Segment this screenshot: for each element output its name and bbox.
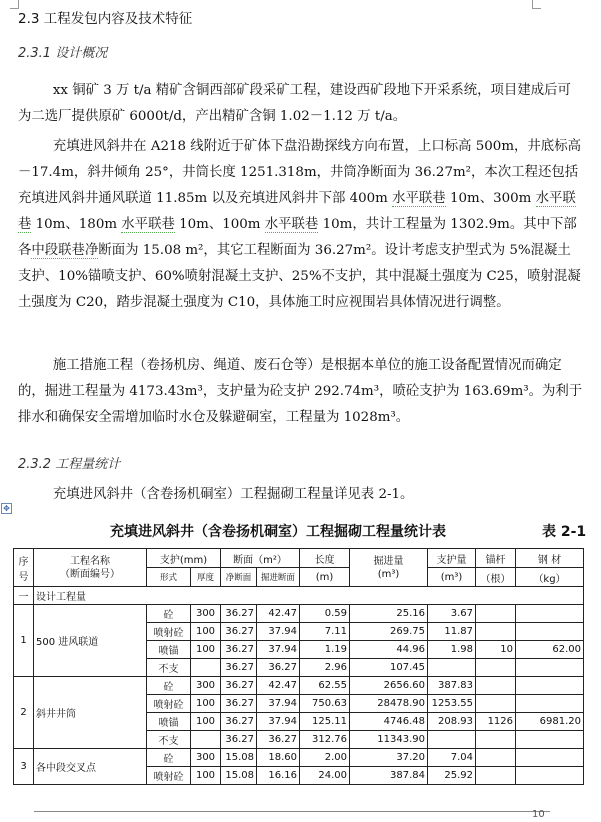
cell-anchor (476, 623, 516, 641)
header-cell: 净断面 (221, 568, 257, 587)
cell-steel (516, 749, 584, 767)
cell-form: 喷射砼 (147, 767, 191, 785)
cell-steel (516, 695, 584, 713)
cell-net: 36.27 (221, 605, 257, 623)
cell-len: 0.59 (300, 605, 350, 623)
page-footer-line (34, 811, 550, 812)
row-name-cell: 各中段交叉点 (34, 749, 147, 785)
grammar-underline: 水平联巷 (392, 191, 446, 206)
cell-thick (191, 659, 221, 677)
cell-supv: 25.92 (428, 767, 476, 785)
cell-len: 24.00 (300, 767, 350, 785)
cell-digv: 4746.48 (350, 713, 428, 731)
table-row (14, 749, 584, 767)
cell-thick: 100 (191, 695, 221, 713)
cell-len: 7.11 (300, 623, 350, 641)
cell-form: 不支 (147, 659, 191, 677)
cell-anchor (476, 659, 516, 677)
row-name-cell: 斜井井筒 (34, 677, 147, 749)
cell-dig: 36.27 (257, 731, 300, 749)
cell-form: 不支 (147, 731, 191, 749)
cell-len: 750.63 (300, 695, 350, 713)
cell-steel: 62.00 (516, 641, 584, 659)
cell-dig: 18.60 (257, 749, 300, 767)
header-cell: 形式 (147, 568, 191, 587)
cell-anchor (476, 695, 516, 713)
cell-steel: 6981.20 (516, 713, 584, 731)
header-text: （断面编号） (60, 568, 120, 580)
cell-net: 15.08 (221, 767, 257, 785)
cell-dig: 37.94 (257, 695, 300, 713)
cell-supv: 7.04 (428, 749, 476, 767)
cell-thick: 300 (191, 749, 221, 767)
cell-steel (516, 659, 584, 677)
cell-supv: 1253.55 (428, 695, 476, 713)
cell-digv: 11343.90 (350, 731, 428, 749)
text-run: 10m、100m (174, 217, 265, 232)
page-number: 10 (532, 809, 545, 820)
cell-len: 62.55 (300, 677, 350, 695)
cell-anchor: 10 (476, 641, 516, 659)
page-corner-mark (532, 0, 541, 9)
grammar-underline: 中段联巷净 (31, 243, 99, 258)
quantity-table (13, 548, 584, 785)
header-cell: 厚度 (191, 568, 221, 587)
header-cell: (m) (300, 568, 350, 587)
cell-net: 36.27 (221, 677, 257, 695)
header-text: 掘进量 (373, 555, 404, 567)
header-cell: 长度 (300, 549, 350, 568)
cell-steel (516, 605, 584, 623)
cell-anchor (476, 731, 516, 749)
paragraph (18, 134, 584, 316)
text-run: 充填进风斜井在 A218 线附近于矿体下盘沿勘探线方向布置，上口标高 500m，井底标高－17.4m，斜井倾角 25°，井筒长度 1251.318m，井筒净断面为 36.27m²，本次工程还包括充填进风斜井通风联道 11.85m 以及充填进风斜井下部 400m (18, 139, 581, 206)
cell-net: 36.27 (221, 659, 257, 677)
cell-len: 2.96 (300, 659, 350, 677)
row-name-cell: 500 进风联道 (34, 605, 147, 677)
cell-dig: 16.16 (257, 767, 300, 785)
cell-dig: 36.27 (257, 659, 300, 677)
header-text: (m³) (377, 568, 400, 580)
cell-form: 喷锚 (147, 713, 191, 731)
header-cell: （根） (476, 568, 516, 587)
cell-supv (428, 659, 476, 677)
header-text: 工程名称 (70, 555, 110, 567)
cell-digv: 28478.90 (350, 695, 428, 713)
cell-thick: 100 (191, 713, 221, 731)
paragraph: 施工措施工程（卷扬机房、绳道、废石仓等）是根据本单位的施工设备配置情况而确定的，掘进工程量为 4173.43m³，支护量为砼支护 292.74m³，喷砼支护为 163.69m³。为利于排水和确保安全需增加临时水仓及躲避硐室，工程量为 1028m³。 (18, 358, 583, 425)
header-cell (350, 549, 428, 587)
table-row (14, 677, 584, 695)
cell-net: 36.27 (221, 623, 257, 641)
header-cell: 序号 (14, 549, 34, 587)
header-cell: 支护量 (428, 549, 476, 568)
cell-digv: 107.45 (350, 659, 428, 677)
cell-digv: 387.84 (350, 767, 428, 785)
cell-anchor (476, 605, 516, 623)
cell-steel (516, 623, 584, 641)
cell-thick: 300 (191, 605, 221, 623)
cell-anchor (476, 767, 516, 785)
row-seq-cell: 2 (14, 677, 34, 749)
cell-net: 15.08 (221, 749, 257, 767)
grammar-underline: 水平联巷 (18, 191, 576, 232)
cell-dig: 37.94 (257, 623, 300, 641)
header-cell: 锚杆 (476, 549, 516, 568)
cell-digv: 269.75 (350, 623, 428, 641)
row-seq-cell: 3 (14, 749, 34, 785)
header-cell: 钢 材 (516, 549, 584, 568)
table-move-handle-icon[interactable]: ✥ (1, 503, 12, 514)
header-cell: （kg） (516, 568, 584, 587)
cell-supv: 3.67 (428, 605, 476, 623)
cell-steel (516, 767, 584, 785)
cell-supv: 11.87 (428, 623, 476, 641)
cell-thick: 100 (191, 641, 221, 659)
cell-supv: 1.98 (428, 641, 476, 659)
section-title: 2.3 工程发包内容及技术特征 (18, 11, 193, 27)
grammar-underline: 水平联巷 (121, 217, 175, 232)
cell-anchor: 1126 (476, 713, 516, 731)
subsection-title: 2.3.1 设计概况 (18, 46, 108, 61)
cell-len: 125.11 (300, 713, 350, 731)
cell-thick: 100 (191, 623, 221, 641)
cell-steel (516, 677, 584, 695)
group-seq-cell: 一 (14, 587, 34, 605)
text-run: 10m、300m (445, 191, 536, 206)
cell-net: 36.27 (221, 731, 257, 749)
cell-digv: 44.96 (350, 641, 428, 659)
cell-dig: 42.47 (257, 677, 300, 695)
cell-net: 36.27 (221, 641, 257, 659)
row-seq-cell: 1 (14, 605, 34, 677)
header-cell: 支护(mm) (147, 549, 221, 568)
cell-dig: 37.94 (257, 713, 300, 731)
cell-form: 砼 (147, 749, 191, 767)
cell-thick: 100 (191, 767, 221, 785)
paragraph: xx 铜矿 3 万 t/a 精矿含铜西部矿段采矿工程，建设西矿段地下开采系统，项目建成后可为二选厂提供原矿 6000t/d，产出精矿含铜 1.02－1.12 万 t/a。 (18, 83, 571, 124)
cell-supv: 208.93 (428, 713, 476, 731)
cell-net: 36.27 (221, 713, 257, 731)
text-run: 10m、180m (31, 217, 122, 232)
table-row (14, 605, 584, 623)
text-run: 10m，共计工程量为 1302.9m。其中下部各 (18, 217, 577, 258)
cell-digv: 25.16 (350, 605, 428, 623)
cell-supv (428, 731, 476, 749)
cell-form: 砼 (147, 605, 191, 623)
table-title: 充填进风斜井（含卷扬机硐室）工程掘砌工程量统计表 (110, 524, 446, 540)
table-number: 表 2-1 (542, 524, 587, 540)
cell-steel (516, 731, 584, 749)
cell-net: 36.27 (221, 695, 257, 713)
group-label-cell: 设计工程量 (34, 587, 584, 605)
cell-digv: 2656.60 (350, 677, 428, 695)
cell-anchor (476, 677, 516, 695)
cell-supv: 387.83 (428, 677, 476, 695)
cell-len: 2.00 (300, 749, 350, 767)
header-cell (34, 549, 147, 587)
cell-thick (191, 731, 221, 749)
cell-len: 1.19 (300, 641, 350, 659)
cell-form: 喷锚 (147, 641, 191, 659)
header-cell: (m³) (428, 568, 476, 587)
cell-len: 312.76 (300, 731, 350, 749)
cell-form: 喷射砼 (147, 623, 191, 641)
subsection-title: 2.3.2 工程量统计 (18, 457, 121, 472)
text-run: 断面为 15.08 m²，其它工程断面为 36.27m²。设计考虑支护型式为 5%混凝土支护、10%锚喷支护、60%喷射混凝土支护、25%不支护，其中混凝土强度为 C25，喷射混凝土强度为 C20，踏步混凝土强度为 C10，具体施工时应视围岩具体情况进行调整。 (18, 243, 581, 310)
cell-digv: 37.20 (350, 749, 428, 767)
header-cell: 断面（m²） (221, 549, 300, 568)
cell-dig: 37.94 (257, 641, 300, 659)
cell-form: 砼 (147, 677, 191, 695)
grammar-underline: 水平联巷 (264, 217, 319, 232)
cell-form: 喷射砼 (147, 695, 191, 713)
cell-thick: 300 (191, 677, 221, 695)
header-cell: 掘进断面 (257, 568, 300, 587)
cell-dig: 42.47 (257, 605, 300, 623)
cell-anchor (476, 749, 516, 767)
paragraph: 充填进风斜井（含卷扬机硐室）工程掘砌工程量详见表 2-1。 (52, 487, 414, 502)
